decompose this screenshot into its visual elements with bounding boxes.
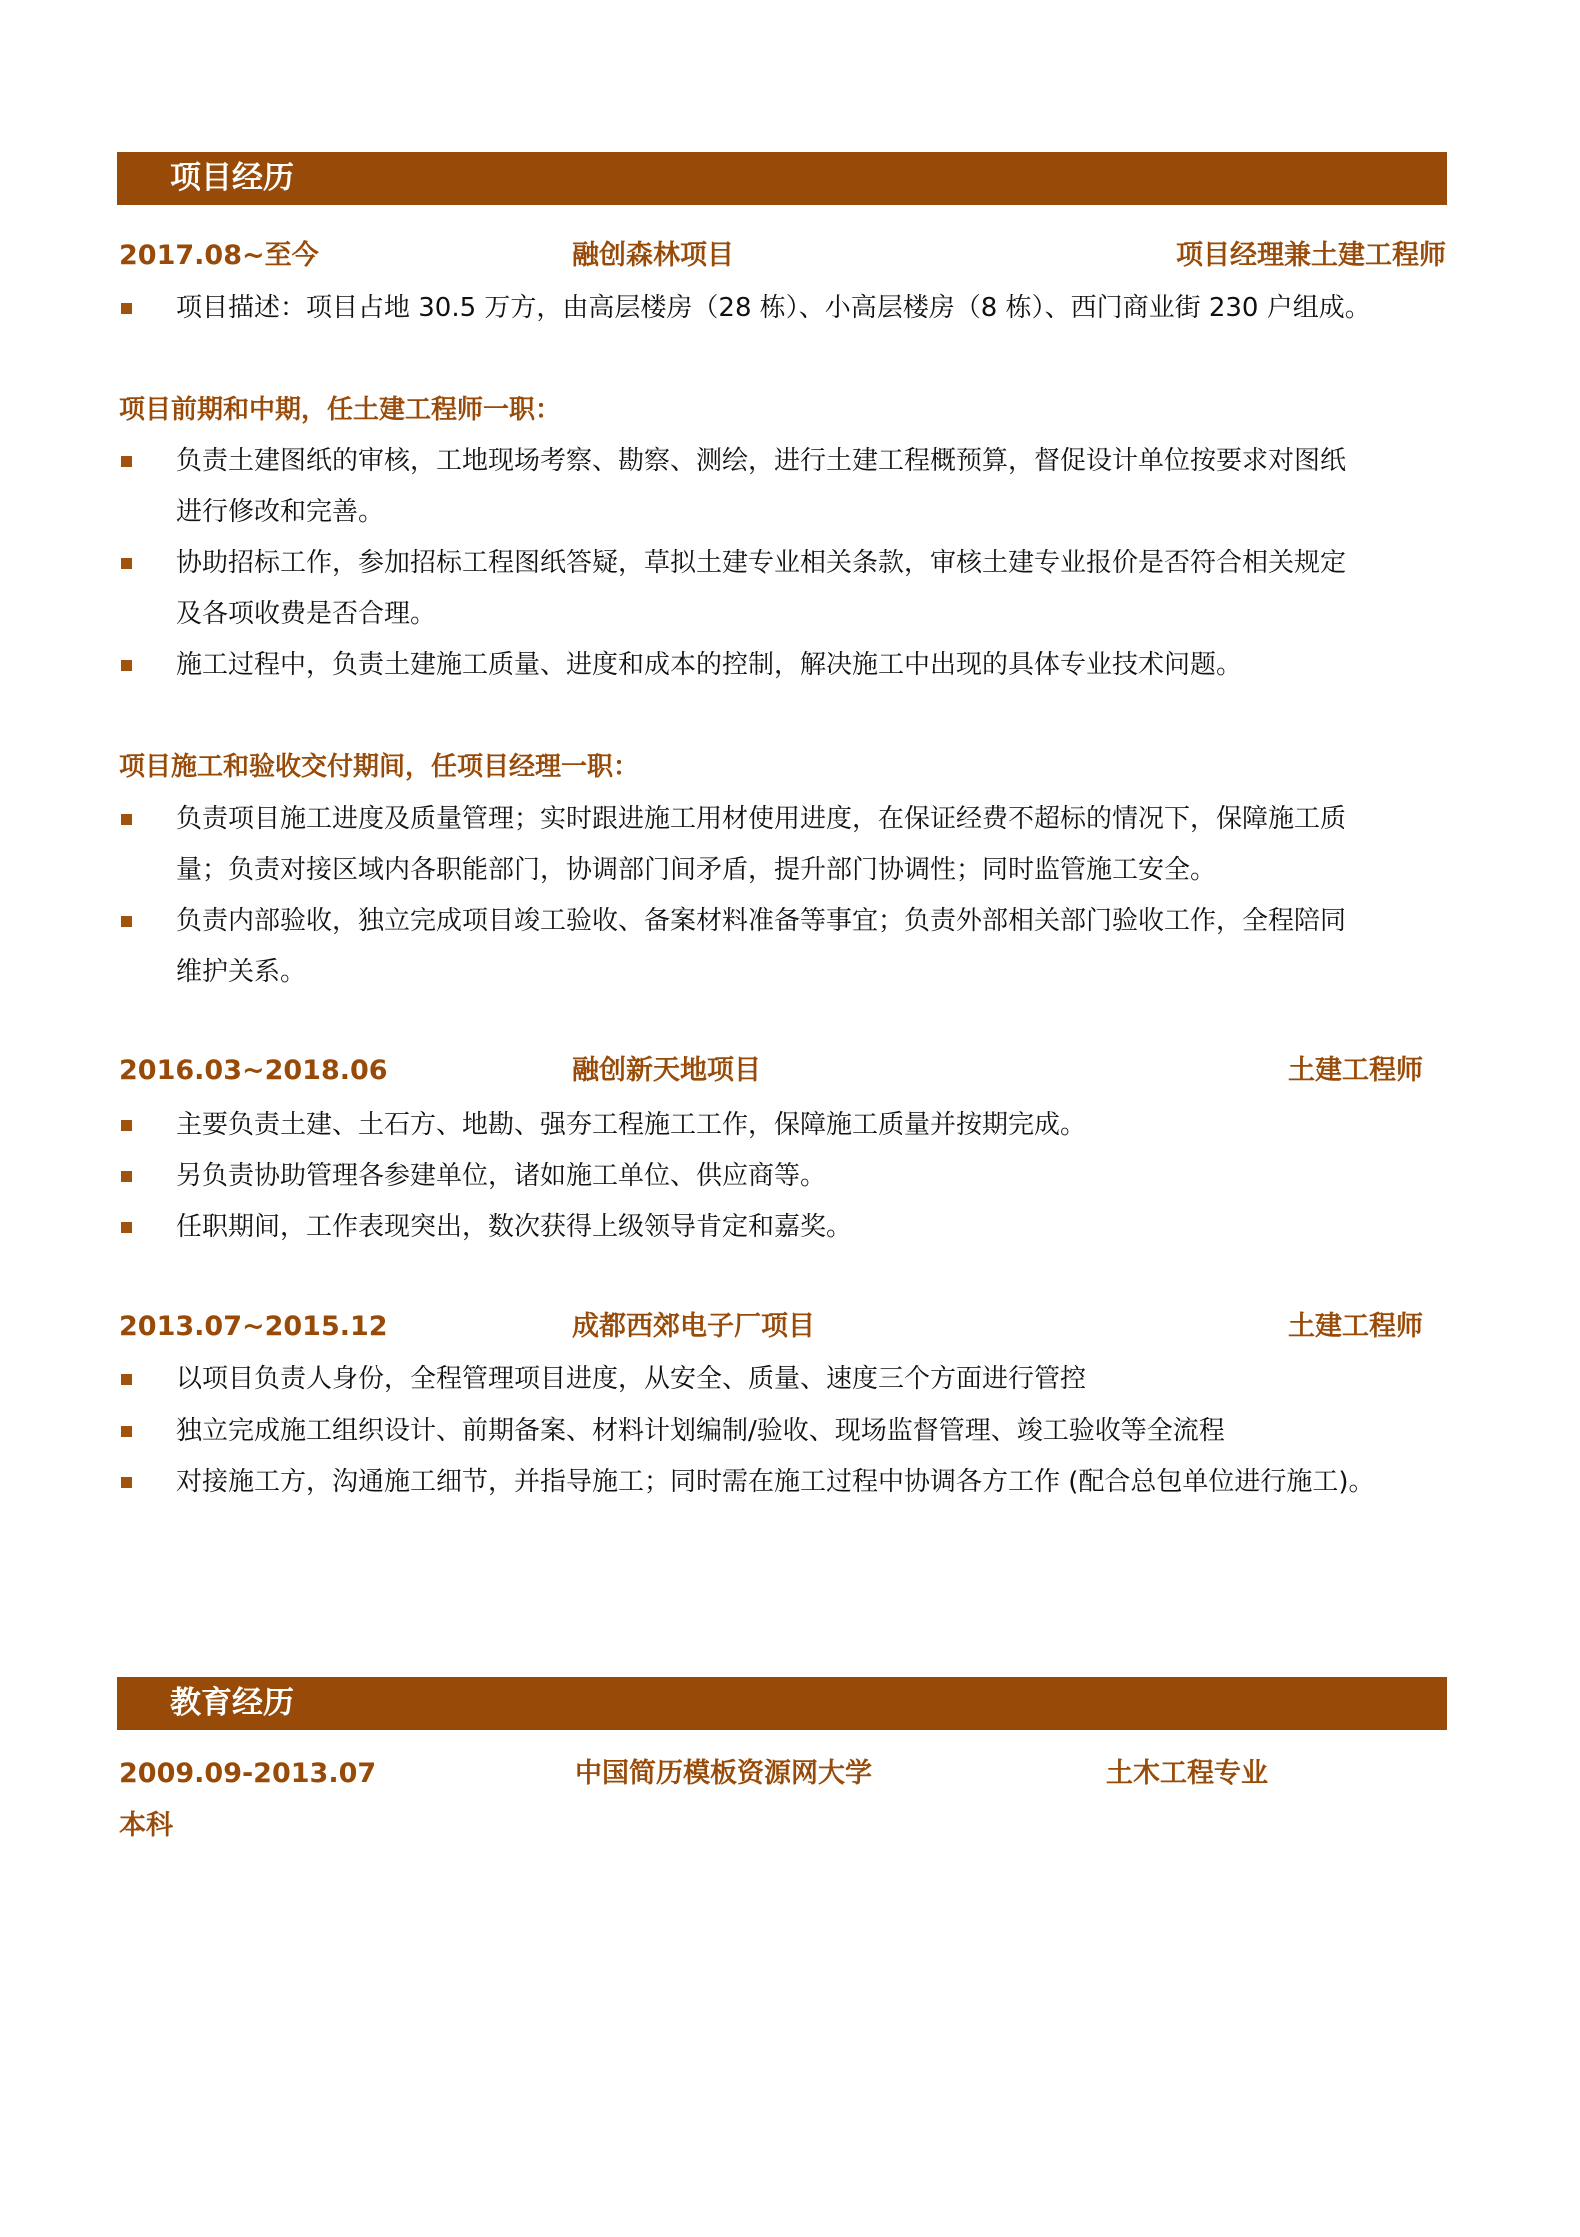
project-name: 融创新天地项目: [572, 1055, 761, 1086]
list-item-text: 负责土建图纸的审核，工地现场考察、勘察、测绘，进行土建工程概预算，督促设计单位按要求对图纸: [176, 446, 1347, 476]
project-description: 项目描述：项目占地 30.5 万方，由高层楼房（28 栋）、小高层楼房（8 栋）、西门商业街 230 户组成。: [176, 293, 1371, 323]
education-date: 2009.09-2013.07: [119, 1758, 377, 1789]
list-item-text: 任职期间，工作表现突出，数次获得上级领导肯定和嘉奖。: [176, 1212, 853, 1242]
section-header-education: [117, 1677, 1447, 1730]
list-item-text-continued: 量；负责对接区域内各职能部门，协调部门间矛盾，提升部门协调性；同时监管施工安全。: [176, 855, 1217, 885]
list-item-text: 以项目负责人身份，全程管理项目进度，从安全、质量、速度三个方面进行管控: [176, 1364, 1087, 1394]
project-role: 土建工程师: [1288, 1055, 1423, 1086]
education-major: 土木工程专业: [1106, 1758, 1268, 1789]
bullet-square-icon: [121, 1426, 132, 1437]
list-item-text-continued: 及各项收费是否合理。: [176, 599, 437, 629]
section-title: 项目经历: [170, 160, 294, 196]
project-role: 项目经理兼土建工程师: [1176, 240, 1446, 271]
bullet-square-icon: [121, 1374, 132, 1385]
phase-heading: 项目施工和验收交付期间，任项目经理一职：: [119, 752, 640, 782]
bullet-square-icon: [121, 916, 132, 927]
list-item-text: 对接施工方，沟通施工细节，并指导施工；同时需在施工过程中协调各方工作 (配合总包单位进行施工)。: [176, 1467, 1375, 1497]
section-title: 教育经历: [170, 1685, 294, 1721]
list-item-text-continued: 维护关系。: [176, 957, 307, 987]
list-item-text: 主要负责土建、土石方、地勘、强夯工程施工工作，保障施工质量并按期完成。: [176, 1110, 1087, 1140]
education-school: 中国简历模板资源网大学: [575, 1758, 872, 1789]
project-role: 土建工程师: [1288, 1311, 1423, 1342]
education-degree: 本科: [119, 1810, 173, 1841]
list-item-text: 负责项目施工进度及质量管理；实时跟进施工用材使用进度，在保证经费不超标的情况下，保障施工质: [176, 804, 1347, 834]
list-item-text: 负责内部验收，独立完成项目竣工验收、备案材料准备等事宜；负责外部相关部门验收工作，全程陪同: [176, 906, 1347, 936]
bullet-square-icon: [121, 456, 132, 467]
project-name: 成都西郊电子厂项目: [572, 1311, 815, 1342]
bullet-square-icon: [121, 660, 132, 671]
project-date: 2016.03~2018.06: [119, 1055, 388, 1086]
list-item-text: 独立完成施工组织设计、前期备案、材料计划编制/验收、现场监督管理、竣工验收等全流程: [176, 1416, 1225, 1446]
bullet-square-icon: [121, 558, 132, 569]
project-date: 2013.07~2015.12: [119, 1311, 388, 1342]
bullet-square-icon: [121, 1171, 132, 1182]
bullet-square-icon: [121, 1222, 132, 1233]
list-item-text: 协助招标工作，参加招标工程图纸答疑，草拟土建专业相关条款，审核土建专业报价是否符合相关规定: [176, 548, 1347, 578]
bullet-square-icon: [121, 1477, 132, 1488]
section-header-projects: [117, 152, 1447, 205]
bullet-square-icon: [121, 303, 132, 314]
phase-heading: 项目前期和中期，任土建工程师一职：: [119, 395, 562, 425]
list-item-text-continued: 进行修改和完善。: [176, 497, 385, 527]
list-item-text: 施工过程中，负责土建施工质量、进度和成本的控制，解决施工中出现的具体专业技术问题。: [176, 650, 1243, 680]
bullet-square-icon: [121, 814, 132, 825]
project-date: 2017.08~至今: [119, 240, 319, 271]
project-name: 融创森林项目: [572, 240, 734, 271]
list-item-text: 另负责协助管理各参建单位，诸如施工单位、供应商等。: [176, 1161, 827, 1191]
bullet-square-icon: [121, 1120, 132, 1131]
